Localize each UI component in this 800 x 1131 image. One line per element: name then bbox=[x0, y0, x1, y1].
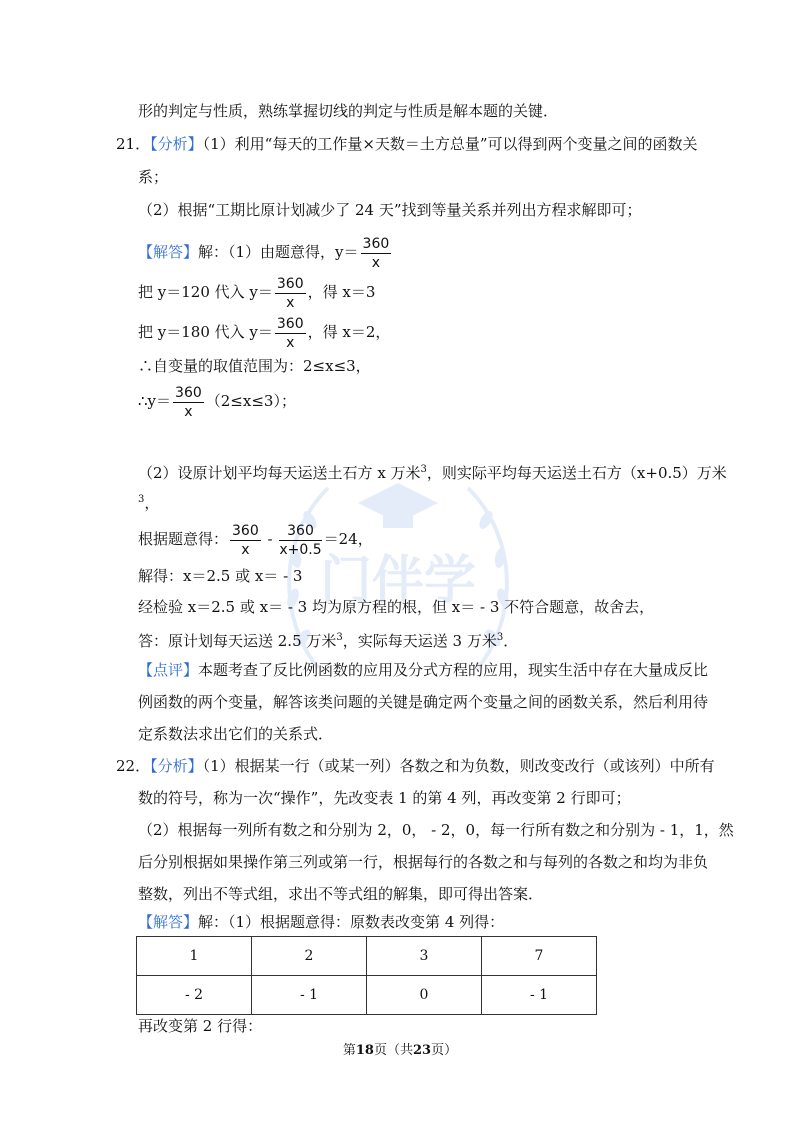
table-cell: - 1 bbox=[482, 976, 597, 1015]
fraction: $\frac{360}{x}$ bbox=[276, 275, 304, 311]
fraction: $\frac{360}{x}$ bbox=[232, 522, 259, 558]
solution-tag: 【解答】 bbox=[138, 913, 199, 931]
table-cell: 0 bbox=[367, 976, 482, 1015]
number-table bbox=[136, 936, 597, 1015]
solution-tag: 【解答】 bbox=[138, 243, 199, 261]
text-line: 经检验 x＝2.5 或 x＝ - 3 均为原方程的根，但 x＝ - 3 不符合题意，故舍去， bbox=[138, 598, 655, 616]
text-line: 把 y＝180 代入 y＝ $\frac{360}{x}$ ，得 x＝2， bbox=[138, 315, 391, 351]
text-line: ∴自变量的取值范围为：2≤x≤3， bbox=[138, 357, 371, 375]
text-line: （2）根据每一列所有数之和分别为 2，0， - 2，0，每一行所有数之和分别为 - 1，1，然 bbox=[138, 821, 734, 839]
table-cell: 7 bbox=[482, 937, 597, 976]
text-line: 例函数的两个变量，解答该类问题的关键是确定两个变量之间的函数关系，然后利用待 bbox=[138, 693, 709, 711]
analysis-tag: 【分析】 bbox=[150, 135, 203, 153]
q22-analysis-line: 22．【分析】（1）根据某一行（或某一列）各数之和为负数，则改变改行（或该列）中所有 bbox=[116, 757, 715, 775]
table-cell: 3 bbox=[367, 937, 482, 976]
text-line: 数的符号，称为一次“操作”，先改变表 1 的第 4 列，再改变第 2 行即可； bbox=[138, 789, 631, 807]
text-line: ∴y＝ $\frac{360}{x}$ （2≤x≤3）； bbox=[138, 384, 296, 420]
page-footer: 第18页（共23页） bbox=[342, 1043, 458, 1058]
comment-tag: 【点评】 bbox=[138, 661, 199, 679]
total-pages: 23 bbox=[413, 1043, 432, 1058]
analysis-tag: 【分析】 bbox=[150, 757, 203, 775]
text-line: 解得：x＝2.5 或 x＝ - 3 bbox=[138, 567, 303, 585]
table-row bbox=[137, 937, 597, 976]
text-line: （2）设原计划平均每天运送土石方 x 万米$^3$，则实际平均每天运送土石方（x+0.5）万米 bbox=[138, 464, 727, 482]
text-line: （2）根据“工期比原计划减少了 24 天”找到等量关系并列出方程求解即可； bbox=[138, 201, 642, 219]
q21-solution-line: 【解答】解：（1）由题意得，y＝ $\frac{360}{x}$ bbox=[138, 235, 390, 271]
fraction: $\frac{360}{x}$ bbox=[276, 315, 304, 351]
fraction: $\frac{360}{x}$ bbox=[175, 384, 202, 420]
table-row bbox=[137, 976, 597, 1015]
text-line: 答：原计划每天运送 2.5 万米$^3$，实际每天运送 3 万米$^3$． bbox=[138, 632, 519, 650]
text-line: 后分别根据如果操作第三列或第一行，根据每行的各数之和与每列的各数之和均为非负 bbox=[138, 853, 709, 871]
text-line: 整数，列出不等式组，求出不等式组的解集，即可得出答案． bbox=[138, 885, 544, 903]
q21-equation-line: 根据题意得： $\frac{360}{x}$ - $\frac{360}{x+0.5}$ ＝24， bbox=[138, 522, 373, 558]
table-cell: - 1 bbox=[252, 976, 367, 1015]
q21-analysis-line: 21．【分析】（1）利用“每天的工作量×天数＝土方总量”可以得到两个变量之间的函数关 bbox=[116, 135, 698, 153]
text-line: 系； bbox=[138, 168, 169, 186]
fraction: $\frac{360}{x}$ bbox=[362, 235, 390, 271]
table-cell: 2 bbox=[252, 937, 367, 976]
text-line: 把 y＝120 代入 y＝ $\frac{360}{x}$ ，得 x＝3 bbox=[138, 275, 376, 311]
table-cell: 1 bbox=[137, 937, 252, 976]
text-line: 再改变第 2 行得： bbox=[138, 1017, 263, 1035]
q21-comment-line: 【点评】本题考查了反比例函数的应用及分式方程的应用，现实生活中存在大量成反比 bbox=[138, 661, 709, 679]
text-line: $^3$， bbox=[138, 494, 160, 512]
text-line: 定系数法求出它们的关系式． bbox=[138, 725, 334, 743]
table-cell: - 2 bbox=[137, 976, 252, 1015]
q22-solution-line: 【解答】解：（1）根据题意得：原数表改变第 4 列得： bbox=[138, 913, 505, 931]
fraction: $\frac{360}{x+0.5}$ bbox=[279, 522, 322, 558]
text-line: 形的判定与性质，熟练掌握切线的判定与性质是解本题的关键． bbox=[138, 102, 559, 120]
page-number: 18 bbox=[355, 1043, 374, 1058]
watermark-text: 门伴学 bbox=[319, 551, 477, 611]
